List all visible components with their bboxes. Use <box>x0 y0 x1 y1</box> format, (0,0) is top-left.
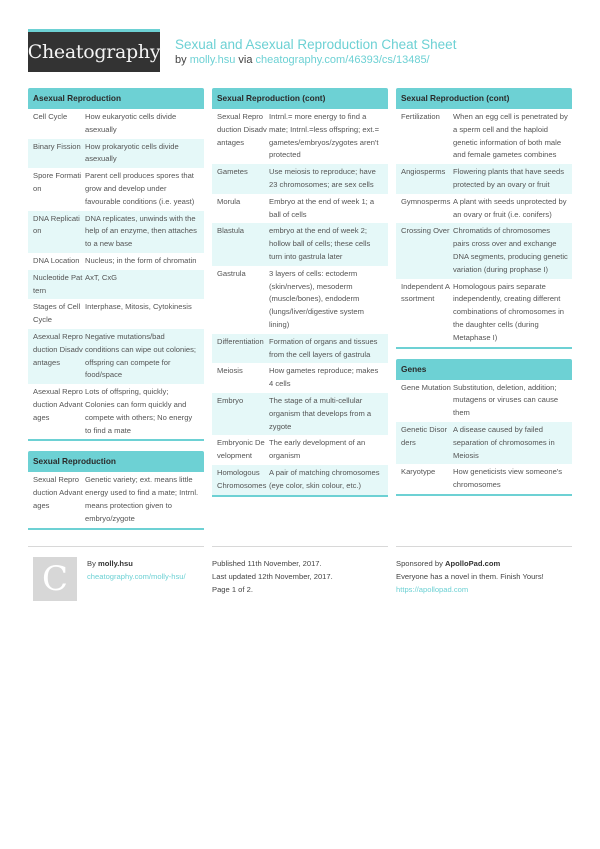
table-row <box>212 109 388 164</box>
row-definition: embryo at the end of week 2; hollow ball of cells; these cells turn into gastrula later <box>269 226 371 261</box>
row-definition: Negative mutations/bad conditions can wipe out colonies; offspring can compete for food/space <box>85 331 197 380</box>
row-term: Gastrula <box>217 268 246 278</box>
row-definition: The early development of an organism <box>269 438 366 461</box>
section-box <box>28 88 204 441</box>
section-header: Genes <box>396 359 572 380</box>
row-term: DNA Replication <box>33 213 80 236</box>
row-term: Sexual Reproduction Advantages <box>33 475 83 510</box>
row-term: Sexual Reproduction Disadvantages <box>217 112 267 147</box>
sponsor-label: Sponsored by <box>396 559 443 568</box>
footer-author <box>28 546 204 601</box>
table-row <box>28 384 204 439</box>
row-term: Gametes <box>217 167 248 177</box>
table-row <box>212 465 388 495</box>
column-3 <box>396 88 572 506</box>
table-row <box>396 279 572 347</box>
table-row <box>396 380 572 422</box>
footer-author-link[interactable]: cheatography.com/molly-hsu/ <box>87 572 186 581</box>
row-definition: When an egg cell is penetrated by a sperm cell and the haploid genetic information of both male and female gametes combines <box>453 112 568 160</box>
row-definition: Use meiosis to reproduce; have 23 chromosomes; are sex cells <box>269 167 376 189</box>
published-date: Published 11th November, 2017. <box>212 559 322 568</box>
row-term: Stages of Cell Cycle <box>33 302 81 325</box>
row-term: Independent Assortment <box>401 281 450 304</box>
row-definition: How prokaryotic cells divide asexually <box>85 141 179 164</box>
row-term: Genetic Disorders <box>401 424 448 447</box>
author-link[interactable]: molly.hsu <box>189 54 236 66</box>
row-definition: A plant with seeds unprotected by an ovary or fruit (i.e. conifers) <box>453 196 567 219</box>
column-1 <box>28 88 204 540</box>
row-definition: Genetic variety; ext. means little energy used to find a mate; Intrnl. means protection given to embryo/zygote <box>85 475 199 523</box>
table-row <box>212 223 388 265</box>
row-definition: A pair of matching chromosomes (eye color, skin colour, etc.) <box>269 467 380 490</box>
row-definition: A disease caused by failed separation of chromosomes in Meiosis <box>453 424 555 460</box>
row-definition: Nucleus; in the form of chromatin <box>85 255 197 265</box>
row-term: Nucleotide Pattern <box>33 272 83 295</box>
table-row <box>396 194 572 224</box>
row-term: Differentiation <box>217 336 264 346</box>
byline <box>175 54 430 66</box>
row-term: Asexual Reproduction Advantages <box>33 387 83 422</box>
column-2 <box>212 88 388 507</box>
row-definition: 3 layers of cells: ectoderm (skin/nerves), mesoderm (muscle/bones), endoderm (lungs/liver/digestive system lining) <box>269 268 364 329</box>
table-row <box>28 472 204 527</box>
row-term: Spore Formation <box>33 171 82 193</box>
section-header: Sexual Reproduction <box>28 451 204 472</box>
row-definition: Lots of offspring, quickly; Colonies can form quickly and compete with others; No energy to find a mate <box>85 387 193 435</box>
section-body <box>28 472 204 527</box>
row-term: Homologous Chromosomes <box>217 467 267 490</box>
section-body <box>396 380 572 494</box>
row-term: Gymnosperms <box>401 196 451 206</box>
page-number: Page 1 of 2. <box>212 585 253 594</box>
footer-sponsor <box>396 546 572 596</box>
updated-date: Last updated 12th November, 2017. <box>212 572 333 581</box>
table-row <box>28 168 204 210</box>
footer-author-name: molly.hsu <box>98 559 133 568</box>
table-row <box>212 194 388 224</box>
by-label: by <box>175 54 187 66</box>
row-definition: Formation of organs and tissues from the cell layers of gastrula <box>269 336 378 359</box>
sheet-url-link[interactable]: cheatography.com/46393/cs/13485/ <box>255 54 430 66</box>
row-term: Embryonic Development <box>217 438 265 461</box>
section-body <box>396 109 572 347</box>
sponsor-name: ApolloPad.com <box>445 559 501 568</box>
row-definition: Substitution, deletion, addition; mutagens or viruses can cause them <box>453 382 559 418</box>
section-header: Asexual Reproduction <box>28 88 204 109</box>
table-row <box>212 266 388 334</box>
section-body <box>212 109 388 495</box>
row-term: Crossing Over <box>401 226 450 236</box>
table-row <box>396 164 572 194</box>
via-label: via <box>238 54 253 66</box>
row-definition: Intrnl.= more energy to find a mate; Intrnl.=less offspring; ext.= gametes/embryos/zygotes aren't protected <box>269 112 380 160</box>
row-definition: Interphase, Mitosis, Cytokinesis <box>85 302 192 312</box>
avatar[interactable]: C <box>33 557 77 601</box>
section-header: Sexual Reproduction (cont) <box>396 88 572 109</box>
table-row <box>28 253 204 270</box>
row-definition: How gametes reproduce; makes 4 cells <box>269 366 379 389</box>
row-definition: Homologous pairs separate independently, creating different combinations of chromosomes in the daughter cells (during Metaphase I) <box>453 281 565 342</box>
row-definition: AxT, CxG <box>85 272 118 282</box>
table-row <box>28 299 204 329</box>
row-term: Gene Mutation <box>401 382 451 392</box>
row-term: DNA Location <box>33 255 80 265</box>
section-box <box>396 359 572 496</box>
by-label: By <box>87 559 96 568</box>
section-body <box>28 109 204 439</box>
table-row <box>28 139 204 169</box>
table-row <box>28 109 204 139</box>
row-definition: Parent cell produces spores that grow and develop under favourable conditions (i.e. yeast) <box>85 171 195 206</box>
table-row <box>212 393 388 435</box>
row-term: Meiosis <box>217 366 243 376</box>
table-row <box>396 223 572 278</box>
sponsor-line <box>396 557 572 570</box>
section-header: Sexual Reproduction (cont) <box>212 88 388 109</box>
table-row <box>212 164 388 194</box>
table-row <box>396 464 572 494</box>
row-definition: Chromatids of chromosomes pairs cross over and exchange DNA segments, producing genetic variation (during prophase I) <box>453 226 568 274</box>
table-row <box>212 363 388 393</box>
table-row <box>396 422 572 464</box>
row-term: Embryo <box>217 395 244 405</box>
row-term: Blastula <box>217 226 245 236</box>
row-definition: How eukaryotic cells divide asexually <box>85 112 177 134</box>
table-row <box>28 270 204 300</box>
row-definition: Embryo at the end of week 1; a ball of cells <box>269 196 375 219</box>
table-row <box>28 329 204 384</box>
row-term: Angiosperms <box>401 167 446 177</box>
footer-dates <box>212 546 388 596</box>
row-definition: How geneticists view someone's chromosomes <box>453 467 563 490</box>
row-definition: The stage of a multi-cellular organism that develops from a zygote <box>269 395 372 431</box>
section-box <box>28 451 204 529</box>
row-definition: Flowering plants that have seeds protected by an ovary or fruit <box>453 167 565 189</box>
row-term: Asexual Reproduction Disadvantages <box>33 331 83 367</box>
table-row <box>28 211 204 253</box>
table-row <box>396 109 572 164</box>
section-box <box>396 88 572 349</box>
section-box <box>212 88 388 497</box>
row-term: Karyotype <box>401 467 436 477</box>
page-title[interactable]: Sexual and Asexual Reproduction Cheat Sheet <box>175 37 457 52</box>
row-term: Binary Fission <box>33 141 81 151</box>
row-term: Morula <box>217 196 241 206</box>
cheatography-logo[interactable]: Cheatography <box>28 29 160 72</box>
row-term: Fertilization <box>401 112 440 121</box>
row-definition: DNA replicates, unwinds with the help of an enzyme, then attaches to a new base <box>85 213 197 249</box>
table-row <box>212 334 388 364</box>
table-row <box>212 435 388 465</box>
sponsor-link[interactable]: https://apollopad.com <box>396 585 469 594</box>
footer-byline <box>87 557 186 570</box>
row-term: Cell Cycle <box>33 112 68 121</box>
sponsor-tagline: Everyone has a novel in them. Finish Yours! <box>396 572 544 581</box>
